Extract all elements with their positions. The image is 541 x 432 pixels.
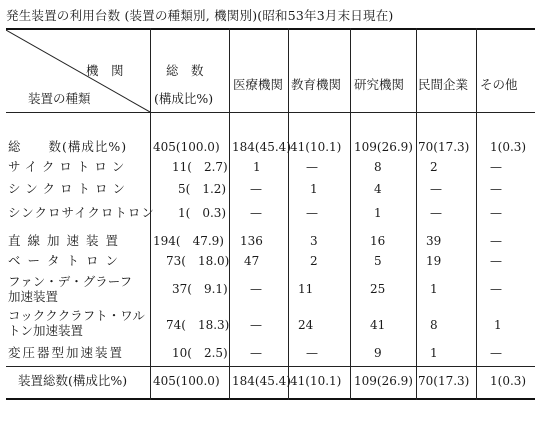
cell-synchrotron-total: 5( 1.2)	[178, 182, 227, 196]
col-rule-2	[229, 28, 230, 400]
cell-van-de-graaff-research: 25	[370, 282, 386, 296]
cell-betatron-total: 73( 18.0)	[166, 254, 230, 268]
row-label-betatron: ベータトロン	[8, 253, 126, 268]
cell-device-total-research: 109(26.9)	[354, 374, 413, 388]
cell-synchrotron-other: —	[490, 182, 502, 196]
cell-synchrocyclotron-education: —	[306, 206, 318, 220]
row-label-cockcroft-walton-line2: トン加速装置	[8, 323, 84, 338]
col-rule-6	[476, 28, 477, 400]
cell-cyclotron-education: —	[306, 160, 318, 174]
corner-bottom-label: 装置の種類	[28, 91, 91, 106]
cell-linac-other: —	[490, 234, 502, 248]
total-col-header-sub: (構成比%)	[154, 91, 214, 106]
row-label-cockcroft-walton	[8, 308, 145, 338]
cell-betatron-other: —	[490, 254, 502, 268]
table-bottom-rule	[6, 398, 535, 400]
cell-transformer-education: —	[306, 346, 318, 360]
cell-cyclotron-research: 8	[374, 160, 382, 174]
cell-betatron-education: 2	[310, 254, 318, 268]
cell-cockcroft-walton-research: 41	[370, 318, 386, 332]
col-header-other: その他	[480, 77, 518, 92]
cell-linac-research: 16	[370, 234, 386, 248]
cell-linac-industry: 39	[426, 234, 442, 248]
cell-device-total-medical: 184(45.4)	[232, 374, 291, 388]
col-rule-4	[350, 28, 351, 400]
cell-linac-medical: 136	[240, 234, 263, 248]
cell-van-de-graaff-industry: 1	[430, 282, 438, 296]
header-bottom-rule	[6, 112, 535, 113]
cell-total-total: 405(100.0)	[153, 140, 220, 154]
row-label-van-de-graaff-line1: ファン・デ・グラーフ	[8, 274, 133, 289]
cell-synchrotron-medical: —	[250, 182, 262, 196]
cell-device-total-industry: 70(17.3)	[418, 374, 470, 388]
row-label-cyclotron: サイクロトロン	[8, 159, 130, 174]
data-table	[6, 28, 535, 400]
cell-van-de-graaff-total: 37( 9.1)	[172, 282, 228, 296]
corner-top-label: 機 関	[86, 63, 124, 78]
row-label-transformer: 変圧器型加速装置	[8, 345, 125, 360]
cell-cockcroft-walton-education: 24	[298, 318, 314, 332]
cell-synchrotron-education: 1	[310, 182, 318, 196]
col-header-research: 研究機関	[354, 77, 405, 92]
row-label-linac: 直線加速装置	[8, 233, 126, 248]
total-col-header: 総 数	[166, 63, 204, 78]
cell-total-medical: 184(45.4)	[232, 140, 291, 154]
cell-cockcroft-walton-total: 74( 18.3)	[166, 318, 230, 332]
cell-cockcroft-walton-medical: —	[250, 318, 262, 332]
cell-transformer-medical: —	[250, 346, 262, 360]
cell-synchrocyclotron-industry: —	[430, 206, 442, 220]
cell-van-de-graaff-education: 11	[298, 282, 314, 296]
cell-total-research: 109(26.9)	[354, 140, 413, 154]
cell-synchrocyclotron-total: 1( 0.3)	[178, 206, 227, 220]
cell-cockcroft-walton-other: 1	[494, 318, 502, 332]
row-label-cockcroft-walton-line1: コックククラフト・ワル	[8, 308, 145, 323]
cell-transformer-research: 9	[374, 346, 382, 360]
cell-transformer-total: 10( 2.5)	[172, 346, 228, 360]
col-header-industry: 民間企業	[418, 77, 469, 92]
col-header-medical: 医療機関	[233, 77, 284, 92]
cell-betatron-medical: 47	[244, 254, 260, 268]
cell-van-de-graaff-other: —	[490, 282, 502, 296]
cell-betatron-industry: 19	[426, 254, 442, 268]
row-label-total: 総 数(構成比%)	[8, 139, 128, 154]
row-label-device-total: 装置総数(構成比%)	[18, 373, 128, 388]
table-title: 発生装置の利用台数 (装置の種類別, 機関別)(昭和53年3月末日現在)	[6, 8, 394, 23]
col-rule-3	[288, 28, 289, 400]
row-label-synchrotron: シンクロトロン	[8, 181, 130, 196]
cell-van-de-graaff-medical: —	[250, 282, 262, 296]
col-header-education: 教育機関	[291, 77, 342, 92]
cell-device-total-other: 1(0.3)	[490, 374, 527, 388]
row-label-van-de-graaff	[8, 274, 132, 304]
body-bottom-rule	[6, 366, 535, 367]
cell-synchrotron-industry: —	[430, 182, 442, 196]
cell-synchrocyclotron-other: —	[490, 206, 502, 220]
cell-betatron-research: 5	[374, 254, 382, 268]
cell-device-total-education: 41(10.1)	[290, 374, 342, 388]
row-label-van-de-graaff-line2: 加速装置	[8, 289, 59, 304]
cell-transformer-other: —	[490, 346, 502, 360]
cell-total-education: 41(10.1)	[290, 140, 342, 154]
row-label-synchrocyclotron: シンクロサイクロトロン	[8, 205, 155, 220]
cell-total-industry: 70(17.3)	[418, 140, 470, 154]
col-rule-5	[416, 28, 417, 400]
cell-cyclotron-total: 11( 2.7)	[172, 160, 228, 174]
cell-linac-education: 3	[310, 234, 318, 248]
cell-synchrocyclotron-medical: —	[250, 206, 262, 220]
cell-cyclotron-industry: 2	[430, 160, 438, 174]
cell-device-total-total: 405(100.0)	[153, 374, 220, 388]
cell-cyclotron-other: —	[490, 160, 502, 174]
cell-total-other: 1(0.3)	[490, 140, 527, 154]
cell-synchrocyclotron-research: 1	[374, 206, 382, 220]
cell-linac-total: 194( 47.9)	[153, 234, 224, 248]
cell-cyclotron-medical: 1	[253, 160, 261, 174]
cell-transformer-industry: 1	[430, 346, 438, 360]
cell-cockcroft-walton-industry: 8	[430, 318, 438, 332]
cell-synchrotron-research: 4	[374, 182, 382, 196]
